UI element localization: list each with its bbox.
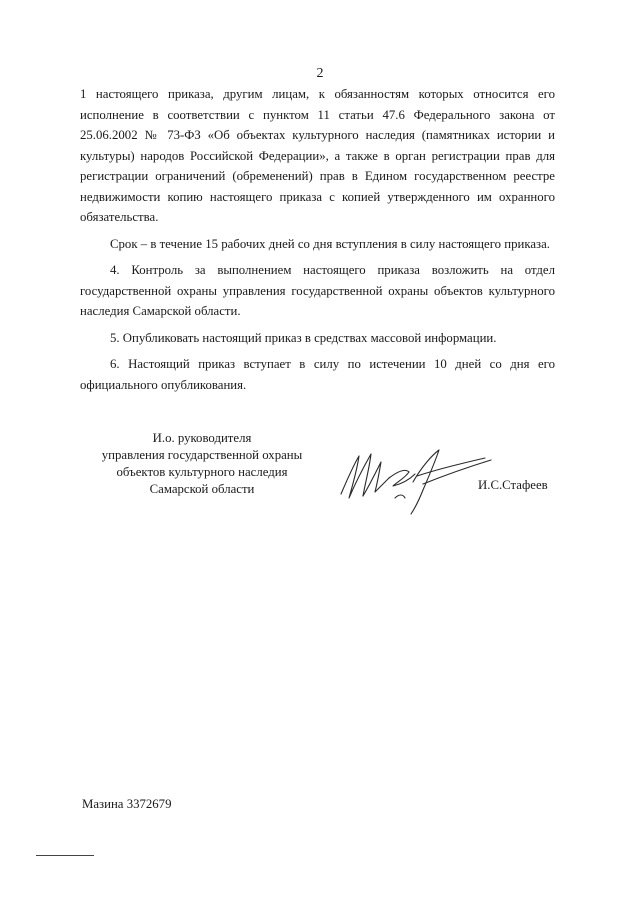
paragraph-item-5: 5. Опубликовать настоящий приказ в средствах массовой информации. bbox=[110, 330, 497, 345]
position-line: объектов культурного наследия bbox=[116, 465, 288, 479]
signatory-position bbox=[82, 430, 322, 498]
signer-name: И.С.Стафеев bbox=[478, 478, 548, 492]
page-number: 2 bbox=[316, 66, 324, 81]
paragraph-item-6: 6. Настоящий приказ вступает в силу по истечении 10 дней со дня его официального опубликования. bbox=[80, 357, 555, 392]
paragraph-continuation: 1 настоящего приказа, другим лицам, к обязанностям которых относится его исполнение в соответствии с пунктом 11 статьи 47.6 Федерального закона от 25.06.2002 № 73-ФЗ «Об объектах культурного наследия (памятниках истории и культуры) народов Российской Федерации», а также в орган регистрации прав для регистрации ограничений (обременений) прав в Едином государственном реестре недвижимости копию настоящего приказа с копией утвержденного им охранного обязательства. bbox=[80, 87, 555, 224]
document-body bbox=[80, 84, 555, 401]
position-line: Самарской области bbox=[149, 482, 255, 496]
footer-divider bbox=[36, 855, 94, 856]
position-line: управления государственной охраны bbox=[101, 448, 303, 462]
paragraph-item-4: 4. Контроль за выполнением настоящего приказа возложить на отдел государственной охраны управления государственной охраны объектов культурного наследия Самарской области. bbox=[80, 263, 555, 318]
executor-note: Мазина 3372679 bbox=[82, 797, 172, 811]
position-line: И.о. руководителя bbox=[152, 431, 252, 445]
paragraph-deadline: Срок – в течение 15 рабочих дней со дня вступления в силу настоящего приказа. bbox=[110, 236, 550, 251]
handwritten-signature bbox=[335, 442, 495, 517]
